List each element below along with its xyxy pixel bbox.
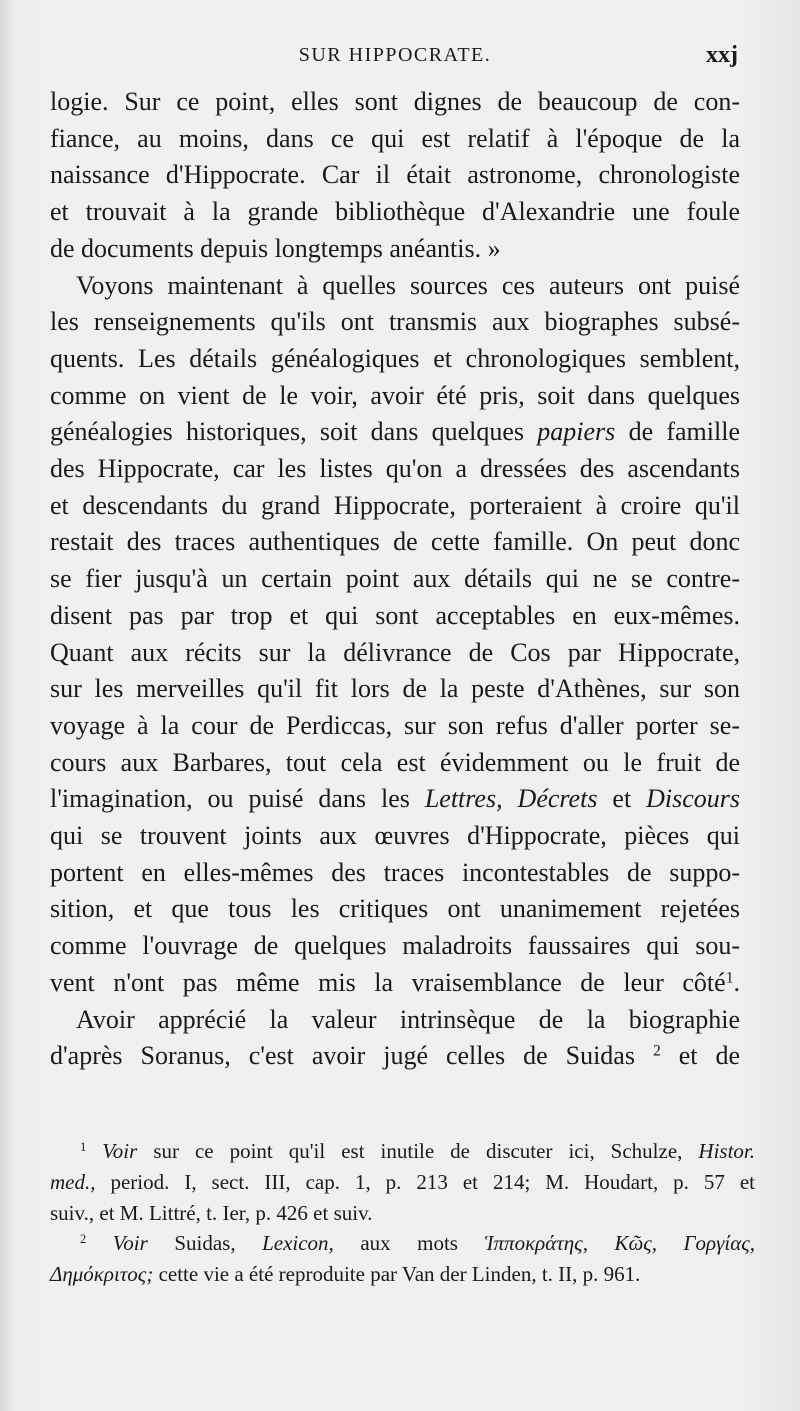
footnote-2-cont — [50, 1259, 755, 1290]
text-line — [50, 781, 740, 818]
text-line: de documents depuis longtemps anéantis. » — [50, 233, 501, 263]
text-line: sition, et que tous les critiques ont unanimement rejetées — [50, 894, 740, 924]
text-line: disent pas par trop et qui sont acceptables en eux-mêmes. — [50, 600, 740, 630]
greek-terms: Δημόκριτος; — [50, 1262, 154, 1287]
text-line: quents. Les détails généalogiques et chronologiques semblent, — [50, 343, 740, 373]
text-line: sur les merveilles qu'il fit lors de la peste d'Athènes, sur son — [50, 674, 740, 704]
text-line: comme on vient de le voir, avoir été pris, soit dans quelques — [50, 380, 740, 410]
page-header — [52, 44, 738, 74]
text-segment: de famille — [628, 417, 740, 447]
text-line: Quant aux récits sur la délivrance de Cos par Hippocrate, — [50, 637, 740, 667]
italic-term: Voir — [112, 1231, 148, 1256]
italic-term: Histor. — [698, 1139, 756, 1163]
text-line: des Hippocrate, car les listes qu'on a dressées des ascendants — [50, 454, 740, 484]
italic-term: Lexicon, — [262, 1231, 334, 1256]
greek-terms: Ἱπποκράτης, Κῶς, Γοργίας, — [484, 1231, 755, 1256]
footnote-1-cont: suiv., et M. Littré, t. Ier, p. 426 et suiv. — [50, 1200, 373, 1225]
text-line: se fier jusqu'à un certain point aux détails qui ne se contre- — [50, 564, 740, 594]
footnotes — [50, 1136, 755, 1290]
text-segment: généalogies historiques, soit dans quelques — [50, 417, 525, 447]
text-line: cours aux Barbares, tout cela est évidemment ou le fruit de — [50, 747, 740, 777]
footnote-ref: 1 — [725, 969, 734, 987]
footnote-mark: 2 — [80, 1232, 87, 1247]
text-segment: l'imagination, ou puisé dans les — [50, 784, 410, 814]
text-line: Voyons maintenant à quelles sources ces auteurs ont puisé — [76, 270, 740, 300]
text-segment: sur ce point qu'il est inutile de discuter ici, Schulze, — [153, 1139, 683, 1163]
text-segment: aux mots — [360, 1231, 458, 1256]
italic-term: Discours — [646, 784, 741, 814]
text-line: restait des traces authentiques de cette famille. On peut donc — [50, 527, 740, 557]
text-line: voyage à la cour de Perdiccas, sur son refus d'aller porter se- — [50, 710, 740, 740]
italic-term: Voir — [102, 1139, 138, 1163]
text-line: logie. Sur ce point, elles sont dignes de beaucoup de con- — [50, 87, 740, 116]
text-line — [50, 414, 740, 451]
text-line: et descendants du grand Hippocrate, porteraient à croire qu'il — [50, 490, 740, 520]
footnote-1 — [50, 1136, 755, 1167]
text-line — [50, 1038, 740, 1075]
italic-term: med., — [50, 1169, 96, 1194]
text-line: et trouvait à la grande bibliothèque d'Alexandrie une foule — [50, 197, 740, 227]
text-segment: d'après Soranus, c'est avoir jugé celles de Suidas — [50, 1041, 635, 1071]
text-line — [50, 965, 740, 1002]
text-line: Avoir apprécié la valeur intrinsèque de la biographie — [76, 1004, 740, 1034]
text-line: fiance, au moins, dans ce qui est relatif à l'époque de la — [50, 123, 740, 153]
text-segment: cette vie a été reproduite par Van der Linden, t. II, p. 961. — [158, 1262, 641, 1287]
body-text — [50, 84, 740, 1075]
footnote-mark: 1 — [80, 1140, 87, 1155]
text-line: naissance d'Hippocrate. Car il était astronome, chronologiste — [50, 160, 740, 190]
text-segment: Suidas, — [174, 1231, 236, 1256]
running-title: SUR HIPPOCRATE. — [298, 44, 492, 66]
italic-term: papiers — [537, 417, 616, 447]
text-segment: . — [733, 967, 740, 997]
footnote-2 — [50, 1228, 755, 1259]
footnote-ref: 2 — [652, 1042, 661, 1060]
footnote-1-cont — [50, 1167, 755, 1198]
text-segment: vent n'ont pas même mis la vraisemblance de leur côté — [50, 967, 726, 997]
text-line: qui se trouvent joints aux œuvres d'Hippocrate, pièces qui — [50, 821, 740, 851]
text-line: les renseignements qu'ils ont transmis aux biographes subsé- — [50, 307, 740, 337]
text-segment: et de — [678, 1041, 741, 1071]
italic-term: Lettres, Décrets — [424, 784, 598, 814]
text-line: portent en elles-mêmes des traces incontestables de suppo- — [50, 857, 740, 887]
text-segment: period. I, sect. III, cap. 1, p. 213 et 214; M. Houdart, p. 57 et — [110, 1169, 756, 1194]
text-segment: et — [612, 784, 632, 814]
text-line: comme l'ouvrage de quelques maladroits faussaires qui sou- — [50, 931, 740, 961]
page-number: xxj — [706, 42, 738, 68]
